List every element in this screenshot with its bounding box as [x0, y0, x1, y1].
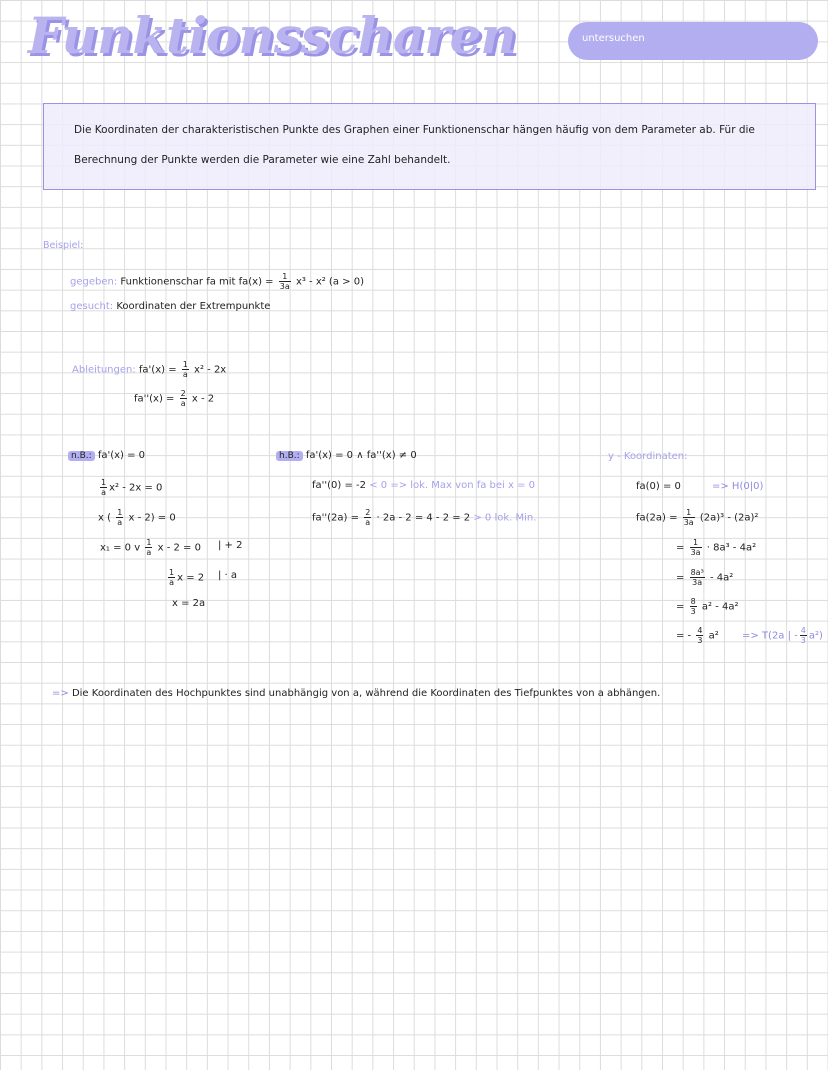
definition-box — [43, 103, 816, 190]
given-label: gegeben: — [70, 276, 118, 288]
hb-note-min: > 0 lok. Min. — [473, 512, 537, 524]
given-text: Funktionenschar fa mit fa(x) = — [120, 276, 274, 288]
ycoord-line-1: fa(0) = 0 — [636, 481, 681, 492]
given-fraction: $\frac{1}{3a}$ — [279, 272, 290, 291]
conclusion-arrow-icon: => — [52, 688, 69, 699]
definition-line-1: Die Koordinaten der charakteristischen Punkte des Graphen einer Funktionenschar hängen häufig von dem Parameter ab. Für die — [74, 124, 755, 136]
example-label: Beispiel: — [43, 240, 84, 251]
ycoord-line-6: = - $\frac{4}{3}$ a² — [676, 626, 719, 645]
nb-line-3: x₁ = 0 v $\frac{1}{a}$ x - 2 = 0 — [100, 538, 201, 557]
ycoord-result-h: => H(0|0) — [712, 481, 764, 492]
nb-badge: n.B.: — [68, 451, 95, 461]
sought-text: Koordinaten der Extrempunkte — [116, 301, 271, 312]
ycoord-line-4: = $\frac{\text{8a³}}{3a}$ - 4a² — [676, 568, 734, 587]
sought-line — [70, 301, 270, 312]
hb-badge: h.B.: — [276, 451, 303, 461]
conclusion — [52, 688, 660, 699]
topic-tag-label: untersuchen — [582, 33, 645, 44]
nb-op-1: | + 2 — [218, 540, 243, 551]
page-title: Funktionsscharen — [28, 6, 516, 65]
ycoord-line-5: = $\frac{8}{3}$ a² - 4a² — [676, 597, 739, 616]
given-line — [70, 272, 364, 291]
derivative-second: fa''(x) = $\frac{2}{a}$ x - 2 — [134, 389, 215, 408]
nb-op-2: | · a — [218, 570, 238, 581]
ycoord-line-3: = $\frac{1}{3a}$ · 8a³ - 4a² — [676, 538, 757, 557]
ycoord-label: y - Koordinaten: — [608, 451, 688, 462]
nb-condition: n.B.: fa'(x) = 0 — [68, 450, 145, 461]
derivative-first: Ableitungen: fa'(x) = $\frac{1}{a}$ x² - 2x — [72, 360, 227, 379]
derivative-first-fraction: $\frac{1}{a}$ — [182, 360, 188, 379]
derivative-second-fraction: $\frac{2}{a}$ — [180, 389, 186, 408]
nb-line-1: $\frac{1}{a}$ x² - 2x = 0 — [101, 478, 163, 497]
hb-line-2: fa''(2a) = $\frac{2}{a}$ · 2a - 2 = 4 - 2 = 2 > 0 lok. Min. — [312, 508, 537, 527]
derivatives-label: Ableitungen: — [72, 364, 136, 376]
conclusion-text: Die Koordinaten des Hochpunktes sind unabhängig von a, während die Koordinaten des Tiefpunktes von a abhängen. — [71, 688, 661, 699]
definition-line-2: Berechnung der Punkte werden die Parameter wie eine Zahl behandelt. — [74, 154, 451, 166]
nb-line-2: x ( $\frac{1}{a}$ x - 2) = 0 — [98, 508, 176, 527]
hb-note-max: < 0 => lok. Max von fa bei x = 0 — [369, 480, 536, 491]
given-rest: x³ - x² (a > 0) — [295, 276, 364, 288]
nb-line-5: x = 2a — [172, 598, 206, 609]
ycoord-result-t: => T(2a | - $\frac{4}{3}$ a²) — [742, 626, 823, 645]
ycoord-line-2: fa(2a) = $\frac{1}{3a}$ (2a)³ - (2a)² — [636, 508, 759, 527]
hb-line-1: fa''(0) = -2 < 0 => lok. Max von fa bei x = 0 — [312, 480, 536, 491]
topic-tag — [568, 22, 818, 60]
nb-line-4: $\frac{1}{a}$ x = 2 — [169, 568, 205, 587]
sought-label: gesucht: — [70, 301, 114, 312]
hb-condition: h.B.: fa'(x) = 0 ∧ fa''(x) ≠ 0 — [276, 450, 417, 461]
